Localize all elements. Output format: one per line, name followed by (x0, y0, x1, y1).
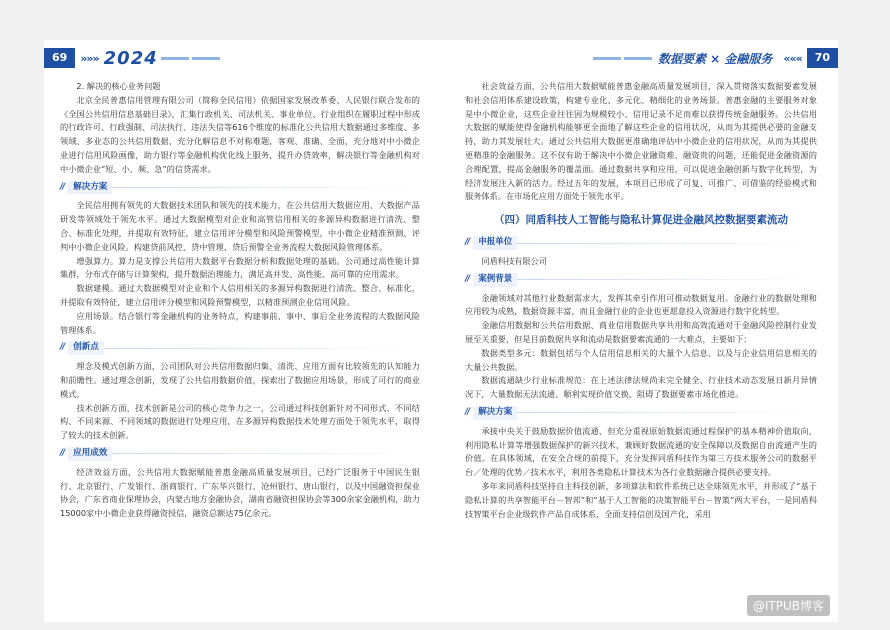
right-page-header (590, 48, 838, 68)
header-decoration (161, 57, 189, 60)
paragraph: 社会效益方面，公共信用大数据赋能普惠金融高质量发展项目，深入贯彻落实数据要素发展和社会信用体系建设政策，构建专业化、多元化、精细化的业务场景。普惠金融的主要服务对象是中小微企业，这些企业往往因为规模较小、信用记录不足而难以获得传统金融服务。公共信用大数据的赋能使得金融机构能够更全面地了解这些企业的信用状况，从而为其提供必要的金融支持，助力其发展壮大。通过公共信用大数据更准确地评估中小微企业的信用状况，从而为其提供更精准的金融服务。这不仅有助于解决中小微企业融资难、融资贵的问题，还能促进金融资源的合理配置，提高金融服务的覆盖面。通过数据共享和应用，可以促进金融创新与数字化转型，为经济发展注入新的活力。经过五年的发展，本项目已形成了可复、可推广、可借鉴的经验模式和服务体系。在市场化应用方面处于领先水平。 (465, 81, 817, 202)
paragraph: 多年来同盾科技坚持自主科技创新，多项算法和软件系统已达全球领先水平，并形成了“基于隐私计算的共享智能平台－智邦”和“基于人工智能的决策智能平台－智策”两大平台，一是同盾科技智策平台企业级软件产品自成体系，全面支持信创及国产化，采用 (465, 480, 817, 519)
subheading-results: // 应用成效 (60, 447, 420, 461)
left-page (44, 40, 445, 622)
subheading-innovation: // 创新点 (60, 341, 420, 355)
applicant-name: 同盾科技有限公司 (481, 255, 547, 266)
slash-marker-icon: // (60, 342, 65, 353)
page-number-right: 70 (807, 48, 838, 68)
slash-marker-icon: // (465, 237, 470, 248)
section-heading: 2. 解决的核心业务问题 (76, 81, 161, 91)
slash-marker-icon: // (60, 447, 65, 458)
paragraph: 金融信用数据和公共信用数据、商业信用数据共享共用和高效流通对于金融风险控制行业发展至关重要，但是目前数据共享和流动是数据要素流通的一大难点，主要如下： (465, 320, 817, 344)
paragraph: 增强算力。算力是支撑公共信用大数据平台数据分析和数据处理的基础。公司通过高性能计算集群，分布式存储与计算架构，提升数据治理能力，满足高并发、高性能、高可靠的应用需求。 (60, 255, 420, 280)
slash-marker-icon: // (465, 406, 470, 417)
page-number-left: 69 (44, 48, 75, 68)
section-title: （四）同盾科技人工智能与隐私计算促进金融风控数据要素流动 (494, 214, 788, 227)
chevron-right-icon: »»» (80, 51, 99, 65)
paragraph: 理念及模式创新方面，公司团队对公共信用数据归集、清洗、应用方面有比较领先的认知能力和前瞻性。通过理念创新，发现了公共信用数据价值，探索出了数据应用场景，形成了可行的商业模式。 (60, 361, 420, 399)
right-page (445, 40, 838, 622)
paragraph: 金融领域对其他行业数据需求大，发挥其牵引作用可推动数据复用。金融行业的数据处理和应用较为成熟，数据资源丰富，而且金融行业的企业也更愿意投入资源进行数字化转型。 (465, 292, 817, 317)
subheading-applicant: // 申报单位 (465, 236, 817, 250)
paragraph: 北京全民普惠信用管理有限公司（简称全民信用）依据国家发展改革委、人民银行联合发布的《全国公共信用信息基础目录》，汇集行政机关、司法机关、事业单位、行业组织在履职过程中形成的行政许可、行政强制、司法执行、违法失信等616个维度的标准化公共信用大数据通过多维度、多领域、多业态的公共信用数据，充分化解信息不对称难题，客观、准确、全面，充分地对中小微企业进行信用风险画像，助力银行等金融机构优化线上服务，提升办贷效率，解决银行等金融机构对中小微企业“短、小、频、急”的信贷需求。 (60, 94, 420, 174)
subheading-solution: // 解决方案 (465, 406, 817, 420)
paragraph: 数据类型多元：数据包括与个人信用信息相关的大量个人信息、以及与企业信用信息相关的大量公共数据。 (465, 347, 817, 372)
slash-marker-icon: // (60, 181, 65, 192)
paragraph: 应用场景。结合银行等金融机构的业务特点，构建事前、事中、事后全业务流程的大数据风险管理体系。 (60, 310, 420, 335)
right-page-body (465, 80, 817, 521)
header-decoration (192, 57, 220, 60)
left-page-header (44, 48, 220, 68)
paragraph: 技术创新方面，技术创新是公司的核心竞争力之一，公司通过科技创新针对不同形式、不同结构、不同来源、不同领域的数据进行处理应用，在多源异构数据技术处理方面处于领先水平，取得了较大的技术创新。 (60, 402, 420, 441)
watermark: @ITPUB博客 (747, 595, 830, 616)
subheading-solution: // 解决方案 (60, 181, 420, 195)
header-year: 2024 (103, 47, 158, 69)
header-title: 数据要素 × 金融服务 (657, 51, 773, 66)
header-decoration (593, 57, 621, 60)
paragraph: 全民信用拥有领先的大数据技术团队和领先的技术能力，在公共信用大数据应用、大数据产品研发等领域处于领先水平。通过大数据模型对企业和高管信用相关的多源异构数据进行清洗、整合、标准化处理，并提取有效特征，建立信用评分模型和风险预警模型，中小微企业精准预测、评判中小微企业风险。构建贷前风控、贷中管理、贷后预警全业务流程大数据风险管理体系。 (60, 200, 420, 252)
paragraph: 数据建模。通过大数据模型对企业和个人信用相关的多源异构数据进行清洗、整合、标准化，并提取有效特征，建立信用评分模型和风险预警模型，以精准预测企业信用风险。 (60, 283, 420, 307)
slash-marker-icon: // (465, 273, 470, 284)
paragraph: 承接中央关于鼓励数据价值流通、但充分重视原始数据流通过程保护的基本精神价值取向，利用隐私计算等增强数据保护的新兴技术，兼顾好数据流通的安全保障以及数据自由流通产生的价值。在具体领域，在安全合规的前提下，充分发挥同盾科技作为第三方技术服务公司的数据平台／处理的优势／技术水平，利用各类隐私计算技术为各行业数据融合提供必要支持。 (465, 425, 817, 478)
paragraph: 数据流通缺少行业标准规范：在上述法律法规尚未完全健全、行业技术动态发展日新月异情况下，大量数据无法流通、顺利实现价值交换，阻碍了数据要素市场化推进。 (465, 375, 817, 400)
paragraph: 经济效益方面，公共信用大数据赋能普惠金融高质量发展项目，已经广泛服务于中国民生银行、北京银行、广发银行、浙商银行、广东华兴银行、沧州银行、唐山银行，以及中国融资担保业协会，广东省商业保理协会，内蒙古地方金融协会，湖南省融资担保协会等300余家金融机构，助力15000家中小微企业获得融资授信，融资总额达75亿余元。 (60, 466, 420, 519)
header-decoration (624, 57, 652, 60)
chevron-left-icon: ««« (783, 51, 802, 65)
left-page-body (60, 80, 420, 521)
subheading-background: // 案例背景 (465, 273, 817, 287)
